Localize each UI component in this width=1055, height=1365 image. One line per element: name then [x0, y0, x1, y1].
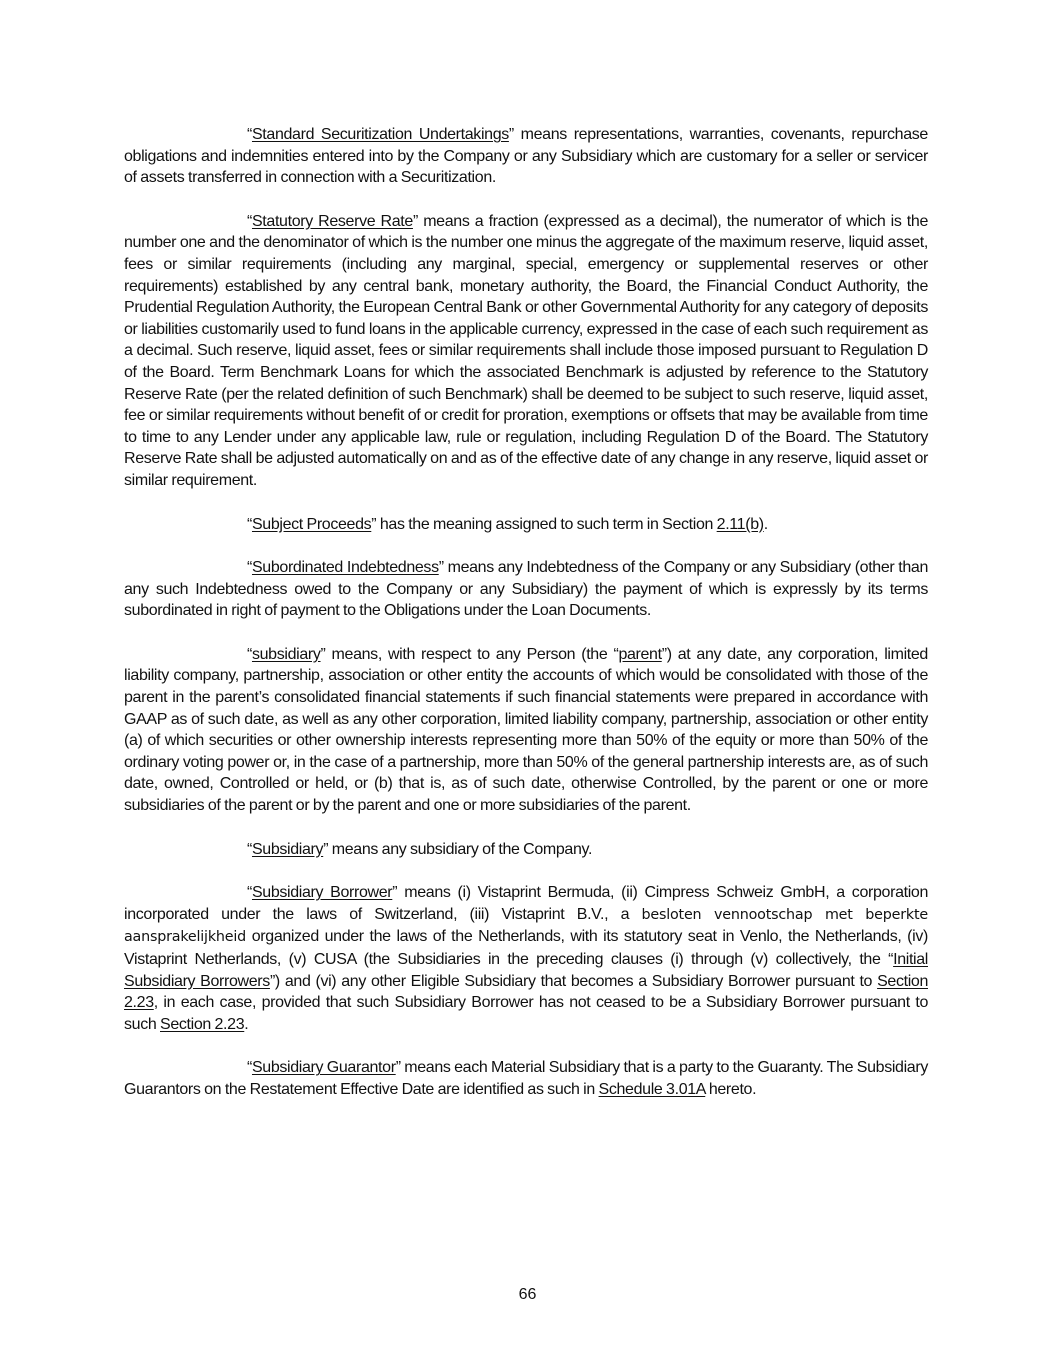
page-number: 66	[518, 1286, 537, 1303]
defined-term-initial-subsidiary-borrowers: Initial Subsidiary Borrowers	[124, 951, 928, 990]
definition-subsidiary-borrower: “Subsidiary Borrower” means (i) Vistaprint Bermuda, (ii) Cimpress Schweiz GmbH, a corporation incorporated under the laws of Switzerland, (iii) Vistaprint B.V., a besloten vennootschap met beperkte aansprakelijkheid organized under the laws of the Netherlands, with its statutory seat in Venlo, the Netherlands, (iv) Vistaprint Netherlands, (v) CUSA (the Subsidiaries in the preceding clauses (i) through (v) collectively, the “Initial Subsidiary Borrowers”) and (vi) any other Eligible Subsidiary that becomes a Subsidiary Borrower pursuant to Section 2.23, in each case, provided that such Subsidiary Borrower has not ceased to be a Subsidiary Borrower pursuant to such Section 2.23.	[124, 884, 929, 1033]
definition-subject-proceeds: “Subject Proceeds” has the meaning assigned to such term in Section 2.11(b).	[247, 515, 768, 533]
defined-term: subsidiary	[251, 645, 321, 663]
definition-statutory-reserve-rate: “Statutory Reserve Rate” means a fraction (expressed as a decimal), the numerator of which is the number one and the denominator of which is the number one minus the aggregate of the maximum reserve, liquid asset, fees or similar requirements (including any marginal, special, emergency or supplemental reserves or other requirements) established by any central bank, monetary authority, the Board, the Financial Conduct Authority, the Prudential Regulation Authority, the European Central Bank or other Governmental Authority for any category of deposits or liabilities customarily used to fund loans in the applicable currency, expressed in the case of each such requirement as a decimal. Such reserve, liquid asset, fees or similar requirements shall include those imposed pursuant to Regulation D of the Board. Term Benchmark Loans for which the associated Benchmark is adjusted by reference to the Statutory Reserve Rate (per the related definition of such Benchmark) shall be deemed to be subject to such reserve, liquid asset, fee or similar requirements without benefit of or credit for proration, exemptions or offsets that may be available from time to time to any Lender under any applicable law, rule or regulation, including Regulation D of the Board. The Statutory Reserve Rate shall be adjusted automatically on and as of the effective date of any change in any reserve, liquid asset or similar requirement.	[124, 212, 928, 489]
section-reference: Section 2.23	[124, 972, 928, 1012]
schedule-reference: Schedule 3.01A	[598, 1080, 706, 1098]
document-body	[124, 124, 928, 1123]
definition-subsidiary-guarantor: “Subsidiary Guarantor” means each Material Subsidiary that is a party to the Guaranty. The Subsidiary Guarantors on the Restatement Effective Date are identified as such in Schedule 3.01A hereto.	[124, 1059, 928, 1098]
defined-term: Subject Proceeds	[251, 515, 372, 533]
defined-term: Subsidiary Borrower	[251, 884, 393, 902]
definition-subsidiary-lowercase: “subsidiary” means, with respect to any Person (the “parent”) at any date, any corporation, limited liability company, partnership, association or other entity the accounts of which would be consolidated with those of the parent in the parent’s consolidated financial statements if such financial statements were prepared in accordance with GAAP as of such date, as well as any other corporation, limited liability company, partnership, association or other entity (a) of which securities or other ownership interests representing more than 50% of the equity or more than 50% of the ordinary voting power or, in the case of a partnership, more than 50% of the general partnership interests are, as of such date, owned, Controlled or held, or (b) that is, as of such date, otherwise Controlled, by the parent or one or more subsidiaries of the parent or by the parent and one or more subsidiaries of the parent.	[124, 645, 928, 815]
defined-term: Statutory Reserve Rate	[251, 212, 413, 230]
defined-term: Subordinated Indebtedness	[251, 559, 439, 577]
definition-subsidiary: “Subsidiary” means any subsidiary of the Company.	[247, 840, 593, 858]
section-reference: 2.11(b)	[716, 515, 764, 533]
dutch-legal-form: besloten vennootschap met beperkte aansprakelijkheid	[124, 906, 928, 946]
definition-subordinated-indebtedness: “Subordinated Indebtedness” means any Indebtedness of the Company or any Subsidiary (other than any such Indebtedness owed to the Company or any Subsidiary) the payment of which is expressly by its terms subordinated in right of payment to the Obligations under the Loan Documents.	[124, 559, 929, 620]
definition-standard-securitization-undertakings: “Standard Securitization Undertakings” means representations, warranties, covenants, repurchase obligations and indemnities entered into by the Company or any Subsidiary which are customary for a seller or servicer of assets transferred in connection with a Securitization.	[124, 126, 928, 187]
section-reference: Section 2.23	[160, 1015, 245, 1033]
defined-term: Subsidiary Guarantor	[251, 1059, 396, 1077]
defined-term: Standard Securitization Undertakings	[251, 126, 509, 143]
defined-term-parent: parent	[618, 645, 662, 663]
defined-term: Subsidiary	[251, 840, 324, 858]
